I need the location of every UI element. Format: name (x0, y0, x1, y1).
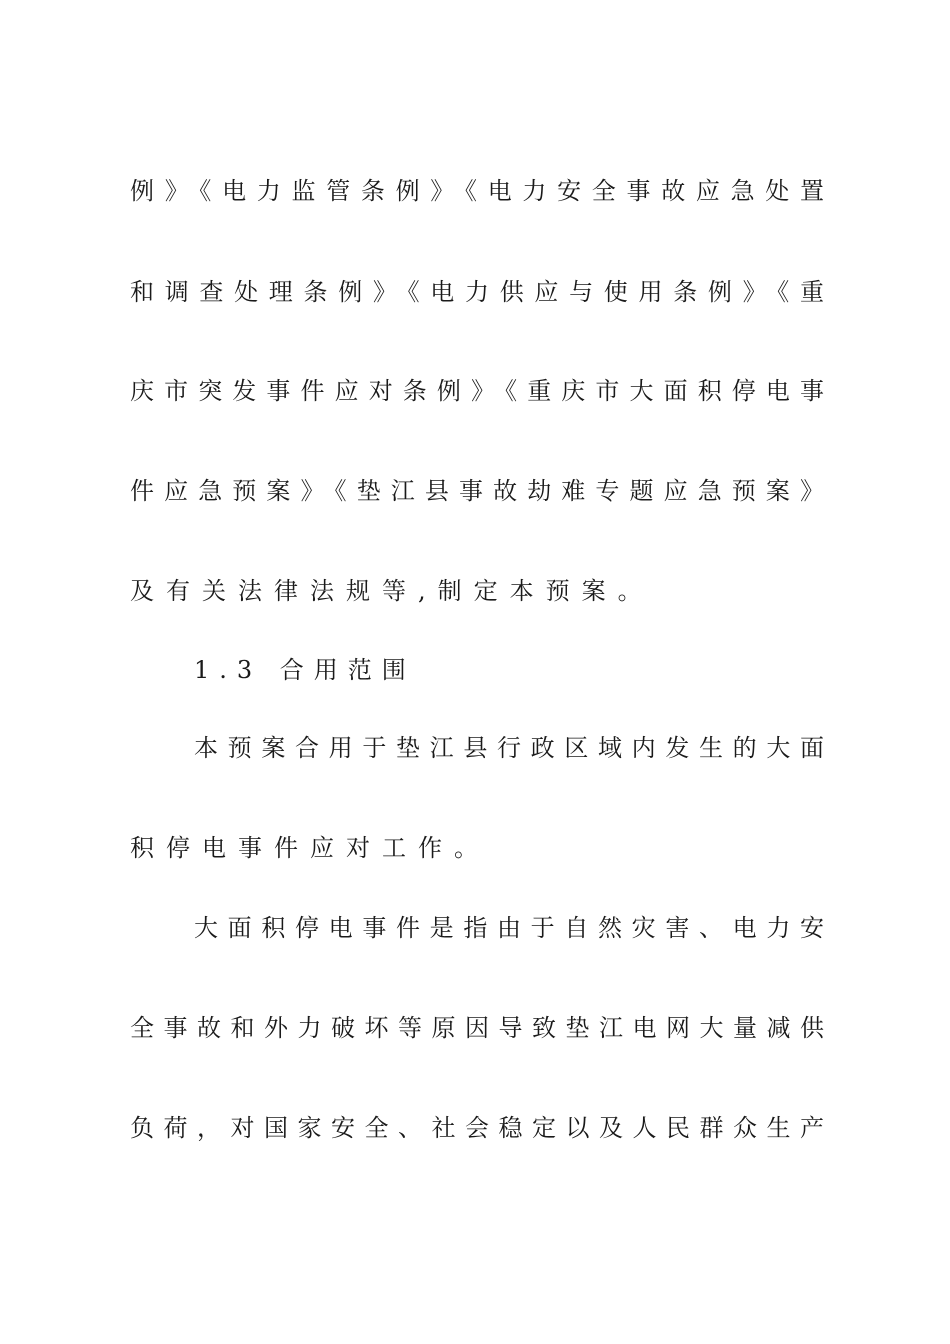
paragraph-2-line-2: 积停电事件应对工作。 (130, 834, 490, 862)
paragraph-3-line-3: 负荷，对国家安全、社会稳定以及人民群众生产 (130, 1114, 824, 1142)
paragraph-1-line-1: 例》《电力监管条例》《电力安全事故应急处置 (130, 177, 824, 205)
paragraph-1-line-3: 庆市突发事件应对条例》《重庆市大面积停电事 (130, 377, 824, 405)
paragraph-3-line-2: 全事故和外力破坏等原因导致垫江电网大量减供 (130, 1014, 824, 1042)
section-heading: 1.3 合用范围 (194, 656, 416, 684)
paragraph-1-line-4: 件应急预案》《垫江县事故劫难专题应急预案》 (130, 477, 824, 505)
paragraph-3-line-1: 大面积停电事件是指由于自然灾害、电力安 (194, 914, 824, 942)
paragraph-1-line-2: 和调查处理条例》《电力供应与使用条例》《重 (130, 278, 824, 306)
paragraph-1-line-5: 及有关法律法规等,制定本预案。 (130, 577, 654, 605)
paragraph-2-line-1: 本预案合用于垫江县行政区域内发生的大面 (194, 734, 824, 762)
